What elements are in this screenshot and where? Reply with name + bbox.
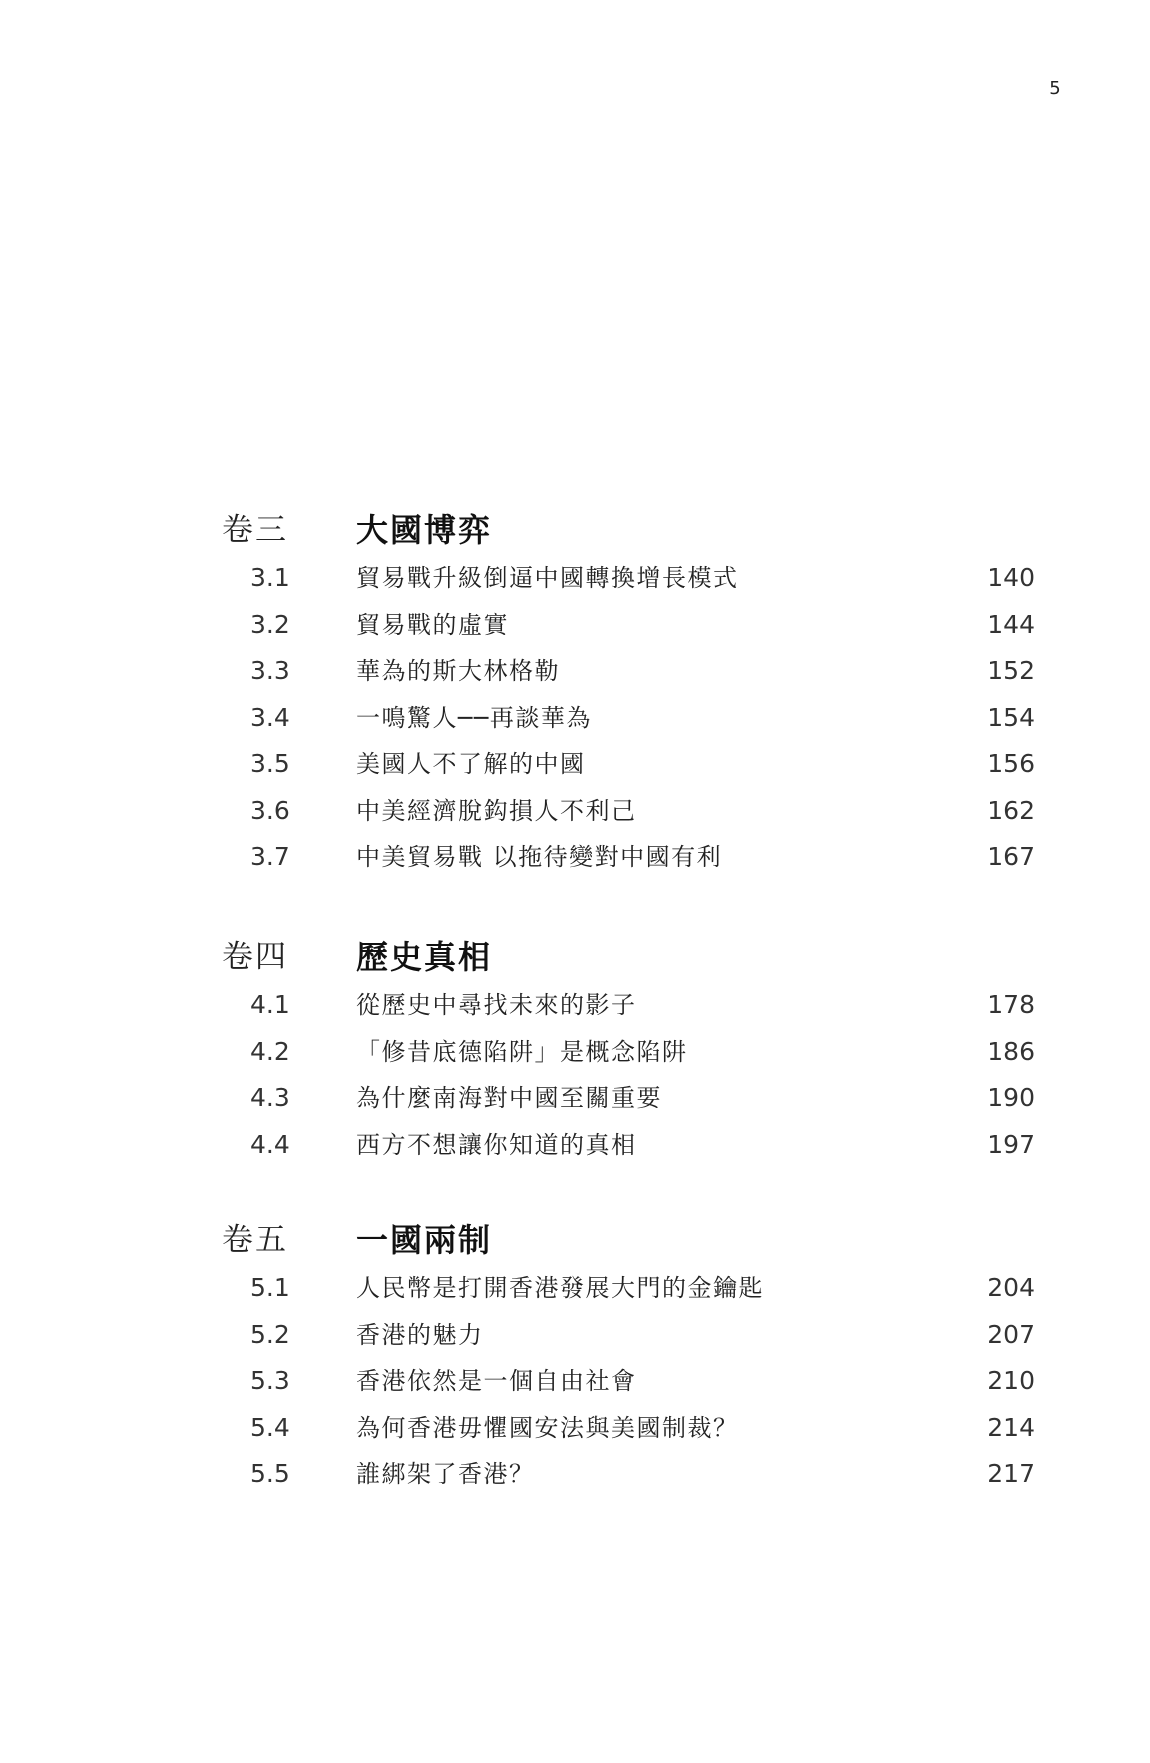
entry-page: 210 xyxy=(987,1366,1035,1395)
toc-entry[interactable] xyxy=(0,1317,1150,1364)
section-title: 歷史真相 xyxy=(356,938,493,976)
toc-section-5 xyxy=(0,1218,1150,1503)
toc-entry[interactable] xyxy=(0,839,1150,886)
entry-number: 3.7 xyxy=(250,842,290,871)
section-title: 一國兩制 xyxy=(356,1221,493,1259)
entry-page: 178 xyxy=(987,990,1035,1019)
entry-page: 197 xyxy=(987,1129,1035,1159)
entry-title: 貿易戰的虛實 xyxy=(356,610,509,639)
volume-label: 卷五 xyxy=(222,1222,288,1258)
entry-number: 5.3 xyxy=(250,1366,290,1395)
entry-page: 156 xyxy=(987,749,1035,778)
entry-page: 214 xyxy=(987,1412,1035,1442)
entry-number: 4.1 xyxy=(250,990,290,1019)
entry-title: 華為的斯大林格勒 xyxy=(356,657,560,685)
entry-title: 為何香港毋懼國安法與美國制裁？ xyxy=(356,1413,739,1442)
entry-number: 5.4 xyxy=(250,1412,290,1442)
entry-title: 香港的魅力 xyxy=(356,1320,484,1349)
entry-number: 3.3 xyxy=(250,656,290,685)
entry-page: 217 xyxy=(987,1459,1035,1488)
entry-number: 3.4 xyxy=(250,702,290,732)
toc-entry[interactable] xyxy=(0,607,1150,654)
entry-page: 190 xyxy=(987,1083,1035,1112)
entry-number: 4.4 xyxy=(250,1129,290,1159)
toc-entry[interactable] xyxy=(0,1034,1150,1081)
entry-title: 中美經濟脫鈎損人不利己 xyxy=(356,796,637,825)
toc-entry[interactable] xyxy=(0,560,1150,607)
section-header xyxy=(0,1218,1150,1270)
entry-number: 3.2 xyxy=(250,609,290,639)
toc-entry[interactable] xyxy=(0,1363,1150,1410)
section-title: 大國博弈 xyxy=(356,511,493,549)
toc-entry[interactable] xyxy=(0,987,1150,1034)
toc-entry[interactable] xyxy=(0,1270,1150,1317)
toc-entry[interactable] xyxy=(0,700,1150,747)
entry-title: 人民幣是打開香港發展大門的金鑰匙 xyxy=(356,1274,764,1302)
entry-page: 162 xyxy=(987,795,1035,825)
entry-number: 4.2 xyxy=(250,1036,290,1066)
entry-number: 5.1 xyxy=(250,1273,290,1302)
entry-title: 美國人不了解的中國 xyxy=(356,750,586,778)
entry-page: 204 xyxy=(987,1273,1035,1302)
page-number: 5 xyxy=(1049,78,1061,99)
toc-entry[interactable] xyxy=(0,1410,1150,1457)
entry-page: 144 xyxy=(987,609,1035,639)
entry-title: 誰綁架了香港？ xyxy=(356,1460,535,1488)
entry-page: 154 xyxy=(987,702,1035,732)
entry-number: 3.1 xyxy=(250,563,290,592)
entry-page: 152 xyxy=(987,656,1035,685)
entry-number: 5.5 xyxy=(250,1459,290,1488)
entry-title: 「修昔底德陷阱」是概念陷阱 xyxy=(356,1037,688,1066)
entry-page: 140 xyxy=(987,563,1035,592)
section-header xyxy=(0,508,1150,560)
entry-page: 167 xyxy=(987,842,1035,871)
entry-number: 3.5 xyxy=(250,749,290,778)
entry-title: 西方不想讓你知道的真相 xyxy=(356,1130,637,1159)
toc-entry[interactable] xyxy=(0,793,1150,840)
toc-entry[interactable] xyxy=(0,1456,1150,1503)
entry-number: 3.6 xyxy=(250,795,290,825)
toc-entry[interactable] xyxy=(0,653,1150,700)
entry-title: 中美貿易戰 以拖待變對中國有利 xyxy=(356,843,723,871)
entry-title: 為什麼南海對中國至關重要 xyxy=(356,1084,662,1112)
entry-title: 一鳴驚人──再談華為 xyxy=(356,703,592,732)
toc-entry[interactable] xyxy=(0,1127,1150,1174)
volume-label: 卷三 xyxy=(222,512,288,548)
entry-page: 186 xyxy=(987,1036,1035,1066)
entry-number: 4.3 xyxy=(250,1083,290,1112)
volume-label: 卷四 xyxy=(222,939,288,975)
section-header xyxy=(0,935,1150,987)
toc-entry[interactable] xyxy=(0,746,1150,793)
entry-title: 從歷史中尋找未來的影子 xyxy=(356,991,637,1019)
entry-number: 5.2 xyxy=(250,1319,290,1349)
entry-page: 207 xyxy=(987,1319,1035,1349)
toc-section-4 xyxy=(0,935,1150,1173)
toc-section-3 xyxy=(0,508,1150,886)
entry-title: 貿易戰升級倒逼中國轉換增長模式 xyxy=(356,564,739,592)
entry-title: 香港依然是一個自由社會 xyxy=(356,1367,637,1395)
toc-entry[interactable] xyxy=(0,1080,1150,1127)
